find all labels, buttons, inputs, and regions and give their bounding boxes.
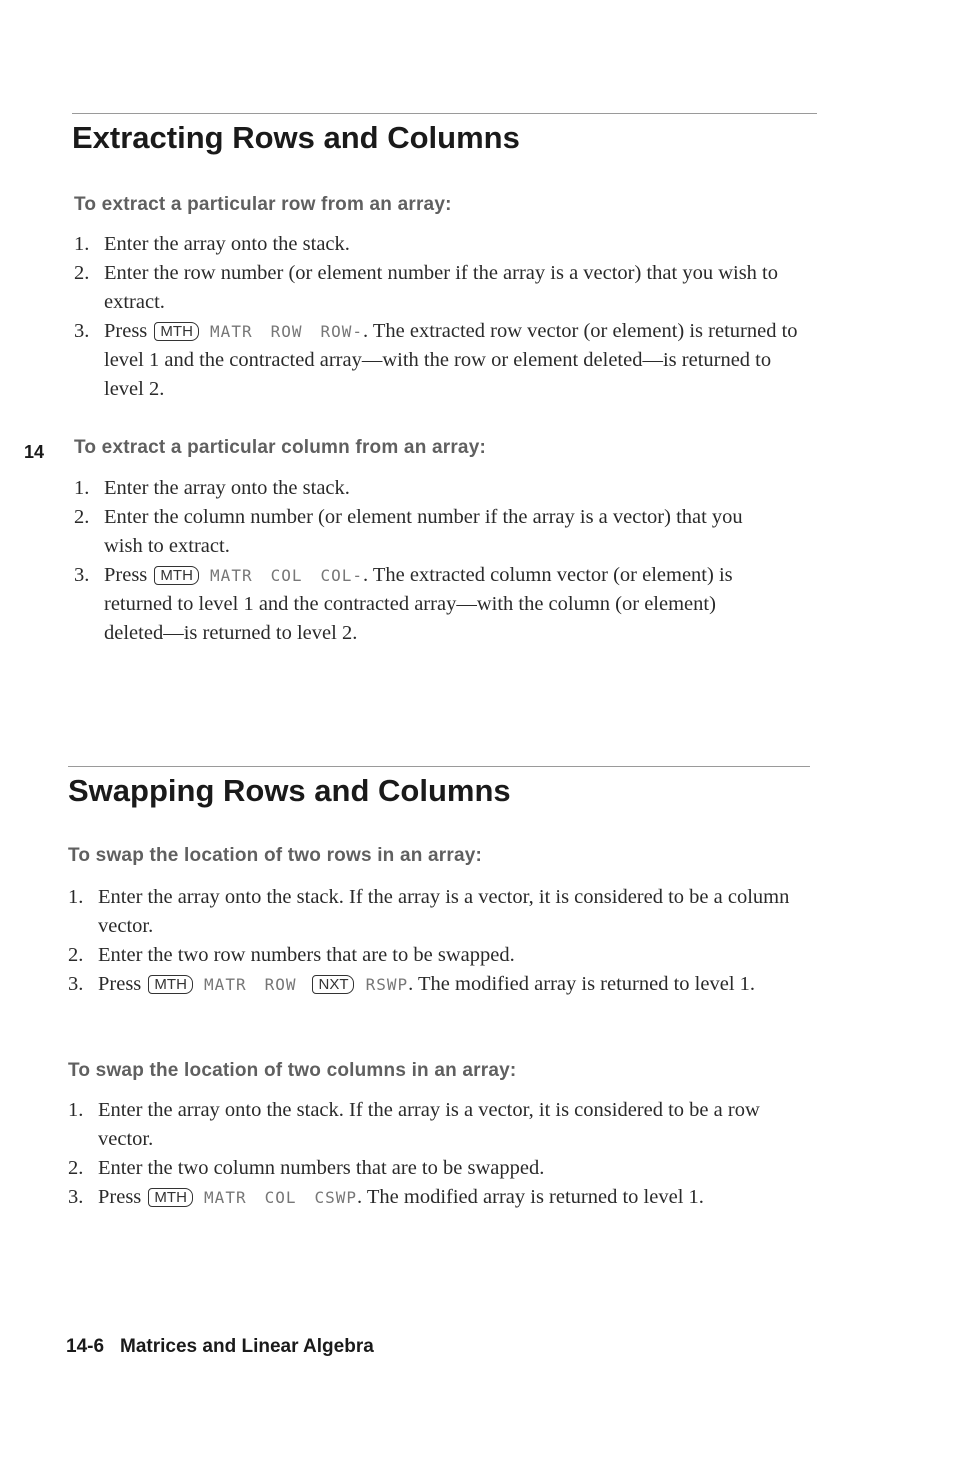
menu-label-row-minus: ROW-	[320, 322, 364, 341]
menu-label-matr: MATR	[204, 975, 247, 994]
steps-swap-rows	[68, 883, 808, 999]
mth-key: MTH	[148, 1188, 193, 1207]
task-heading-swap-columns: To swap the location of two columns in an array:	[68, 1060, 517, 1081]
step-number: 2.	[74, 262, 90, 284]
step-item	[74, 259, 814, 317]
step-item	[74, 230, 814, 259]
section-title-swapping: Swapping Rows and Columns	[68, 773, 511, 808]
step-text: Enter the array onto the stack.	[104, 477, 350, 499]
step-text	[104, 317, 814, 404]
press-word: Press	[104, 564, 148, 586]
press-word: Press	[104, 320, 148, 342]
menu-label-col-minus: COL-	[320, 566, 364, 585]
steps-extract-row	[74, 230, 814, 404]
step-item	[68, 1154, 768, 1183]
step-item	[68, 1096, 768, 1154]
menu-label-col: COL	[264, 1188, 297, 1207]
menu-label-matr: MATR	[204, 1188, 247, 1207]
step-item	[74, 474, 764, 503]
step-item	[74, 561, 764, 648]
step-text: Enter the row number (or element number if the array is a vector) that you wish to extract.	[104, 262, 778, 313]
step-number: 3.	[68, 973, 84, 995]
steps-extract-column	[74, 474, 764, 648]
step-text: Enter the two column numbers that are to be swapped.	[98, 1157, 545, 1179]
mth-key: MTH	[154, 566, 199, 585]
step-number: 2.	[68, 1157, 84, 1179]
step-item	[68, 941, 808, 970]
step-number: 3.	[74, 320, 90, 342]
menu-label-matr: MATR	[210, 322, 253, 341]
nxt-key: NXT	[312, 975, 354, 994]
step-item	[74, 317, 814, 404]
press-word: Press	[98, 973, 142, 995]
menu-label-col: COL	[270, 566, 303, 585]
footer-page-number: 14-6	[66, 1336, 105, 1357]
step-text	[104, 561, 764, 648]
step-number: 2.	[68, 944, 84, 966]
footer-chapter-title: Matrices and Linear Algebra	[120, 1336, 374, 1357]
step-number: 1.	[68, 1099, 84, 1121]
step-text: Enter the array onto the stack.	[104, 233, 350, 255]
step-number: 1.	[68, 886, 84, 908]
task-heading-extract-column: To extract a particular column from an array:	[74, 437, 486, 458]
menu-label-row: ROW	[270, 322, 303, 341]
step-number: 3.	[68, 1186, 84, 1208]
page-footer	[66, 1336, 374, 1358]
step-text: Enter the array onto the stack. If the array is a vector, it is considered to be a row vector.	[98, 1099, 760, 1150]
step-text: Enter the column number (or element number if the array is a vector) that you wish to extract.	[104, 506, 743, 557]
press-word: Press	[98, 1186, 142, 1208]
chapter-tab-marker: 14	[24, 442, 45, 462]
section-rule-extracting	[72, 113, 817, 114]
menu-label-row: ROW	[264, 975, 297, 994]
step-text-rest: . The modified array is returned to level 1.	[408, 973, 756, 995]
step-number: 1.	[74, 477, 90, 499]
section-title-extracting: Extracting Rows and Columns	[72, 120, 520, 155]
step-number: 2.	[74, 506, 90, 528]
step-number: 1.	[74, 233, 90, 255]
step-text: Enter the array onto the stack. If the array is a vector, it is considered to be a column vector.	[98, 886, 790, 937]
step-item	[68, 1183, 768, 1212]
menu-label-matr: MATR	[210, 566, 253, 585]
step-text	[98, 1183, 768, 1212]
step-item	[68, 883, 808, 941]
step-number: 3.	[74, 564, 90, 586]
step-text: Enter the two row numbers that are to be swapped.	[98, 944, 515, 966]
task-heading-extract-row: To extract a particular row from an array:	[74, 194, 452, 215]
step-item	[74, 503, 764, 561]
mth-key: MTH	[154, 322, 199, 341]
mth-key: MTH	[148, 975, 193, 994]
step-text-rest: . The modified array is returned to level 1.	[357, 1186, 704, 1208]
step-text-rest: . The extracted row vector (or element) is returned to level 1 and the contracted array—with the row or element deleted—is returned to level 2.	[104, 320, 798, 400]
section-rule-swapping	[68, 766, 810, 767]
step-item	[68, 970, 808, 999]
step-text	[98, 970, 808, 999]
steps-swap-columns	[68, 1096, 768, 1212]
menu-label-rswp: RSWP	[365, 975, 409, 994]
menu-label-cswp: CSWP	[314, 1188, 358, 1207]
task-heading-swap-rows: To swap the location of two rows in an array:	[68, 845, 483, 866]
step-text-rest: . The extracted column vector (or element) is returned to level 1 and the contracted array—with the column (or element) deleted—is returned to level 2.	[104, 564, 733, 644]
